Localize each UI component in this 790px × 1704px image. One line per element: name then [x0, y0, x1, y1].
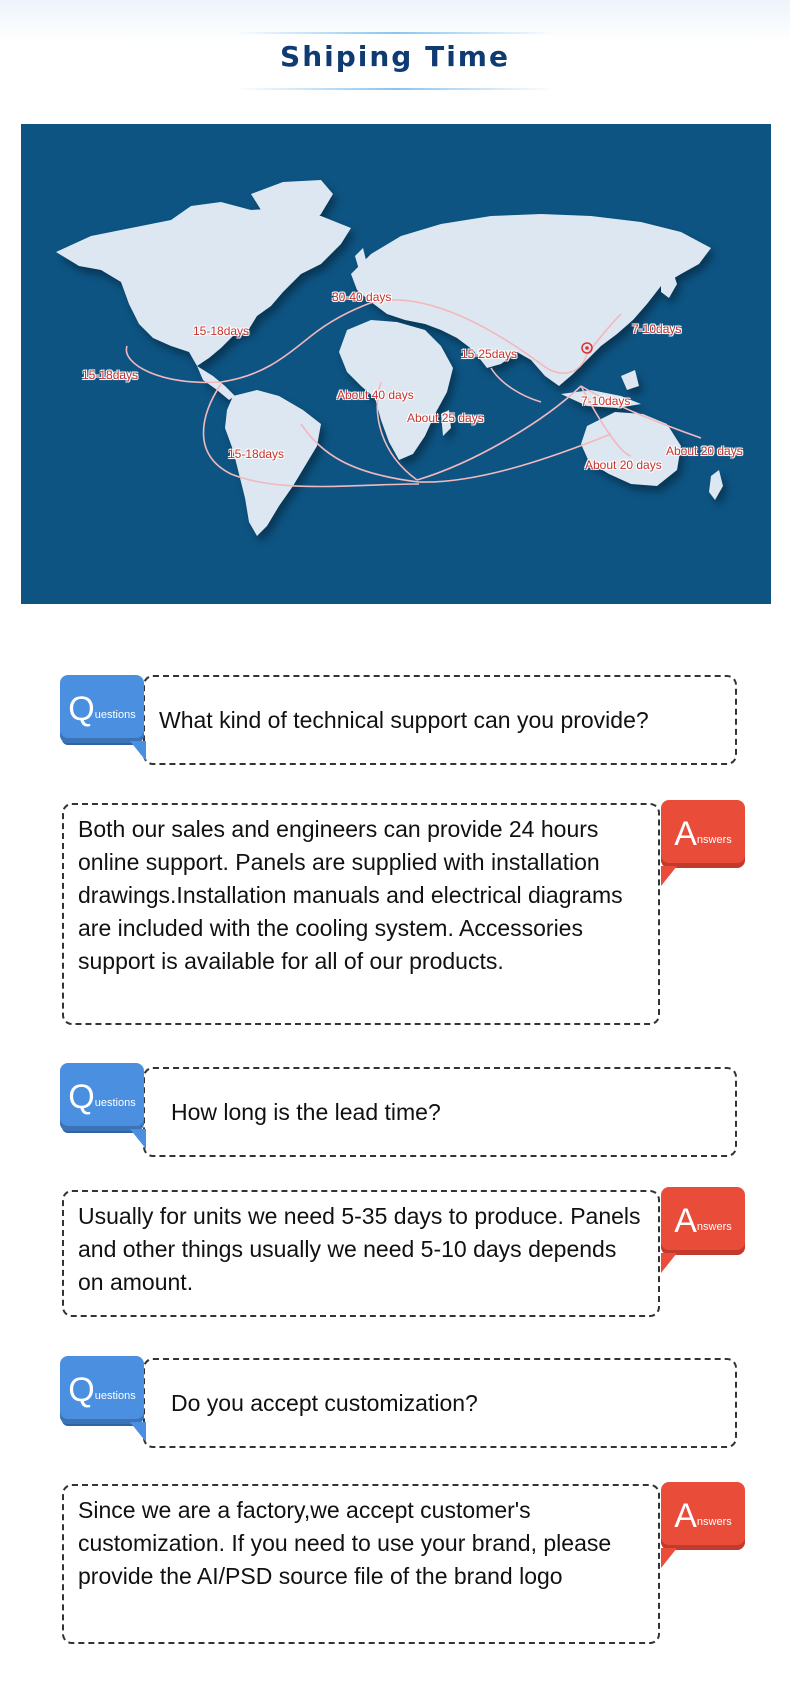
- badge-label: nswers: [696, 834, 732, 846]
- question-badge-tail: [130, 741, 146, 761]
- question-text: What kind of technical support can you provide?: [159, 706, 649, 733]
- title-top-line: [235, 32, 555, 34]
- question-bubble: [143, 1067, 737, 1157]
- badge-initial: A: [674, 1202, 697, 1240]
- route-label: 7-10days: [632, 322, 682, 336]
- page-title: Shiping Time: [280, 40, 510, 73]
- badge-initial: A: [674, 1497, 697, 1535]
- page-header: [0, 0, 790, 105]
- badge-label: uestions: [94, 1390, 136, 1402]
- route-label: About 20 days: [585, 458, 662, 472]
- answer-text: Usually for units we need 5-35 days to produce. Panels and other things usually we need 5-10 days depends on amount.: [78, 1203, 641, 1295]
- route-label: 15-18days: [193, 324, 250, 338]
- route-label: About 40 days: [337, 388, 414, 402]
- question-badge-tail: [130, 1129, 146, 1149]
- questions-badge: [60, 1356, 144, 1424]
- title-bottom-line: [235, 88, 555, 90]
- route-label: 15-25days: [461, 347, 518, 361]
- questions-badge: [60, 675, 144, 743]
- route-label: About 20 days: [666, 444, 743, 458]
- answer-badge-tail: [661, 1548, 677, 1568]
- badge-initial: Q: [68, 1078, 95, 1116]
- world-map-graphic: [21, 124, 771, 604]
- answers-badge: [661, 1187, 745, 1255]
- answer-bubble: [62, 1484, 660, 1644]
- badge-initial: Q: [68, 1371, 95, 1409]
- route-label: 30-40 days: [332, 290, 392, 304]
- answer-bubble: [62, 1190, 660, 1317]
- route-label: 7-10days: [581, 394, 631, 408]
- badge-label: nswers: [696, 1221, 732, 1233]
- route-label: 15-18days: [82, 368, 139, 382]
- questions-badge: [60, 1063, 144, 1131]
- badge-initial: Q: [68, 690, 95, 728]
- answer-text: Since we are a factory,we accept customer's customization. If you need to use your brand, please provide the AI/PSD source file of the brand logo: [78, 1497, 612, 1589]
- question-badge-tail: [130, 1422, 146, 1442]
- question-bubble: [143, 675, 737, 765]
- world-shipping-map: [21, 124, 771, 604]
- badge-initial: A: [674, 815, 697, 853]
- question-bubble: [143, 1358, 737, 1448]
- answer-text: Both our sales and engineers can provide 24 hours online support. Panels are supplied with installation drawings.Installation manuals and electrical diagrams are included with the cooling system. Accessories support is available for all of our products.: [78, 816, 623, 974]
- answer-badge-tail: [661, 1253, 677, 1273]
- answer-bubble: [62, 803, 660, 1025]
- route-label: 15-18days: [228, 447, 285, 461]
- answer-badge-tail: [661, 866, 677, 886]
- badge-label: uestions: [94, 709, 136, 721]
- answers-badge: [661, 1482, 745, 1550]
- badge-label: uestions: [94, 1097, 136, 1109]
- question-text: How long is the lead time?: [171, 1098, 441, 1125]
- badge-label: nswers: [696, 1516, 732, 1528]
- question-text: Do you accept customization?: [171, 1389, 478, 1416]
- answers-badge: [661, 800, 745, 868]
- route-label: About 25 days: [407, 411, 484, 425]
